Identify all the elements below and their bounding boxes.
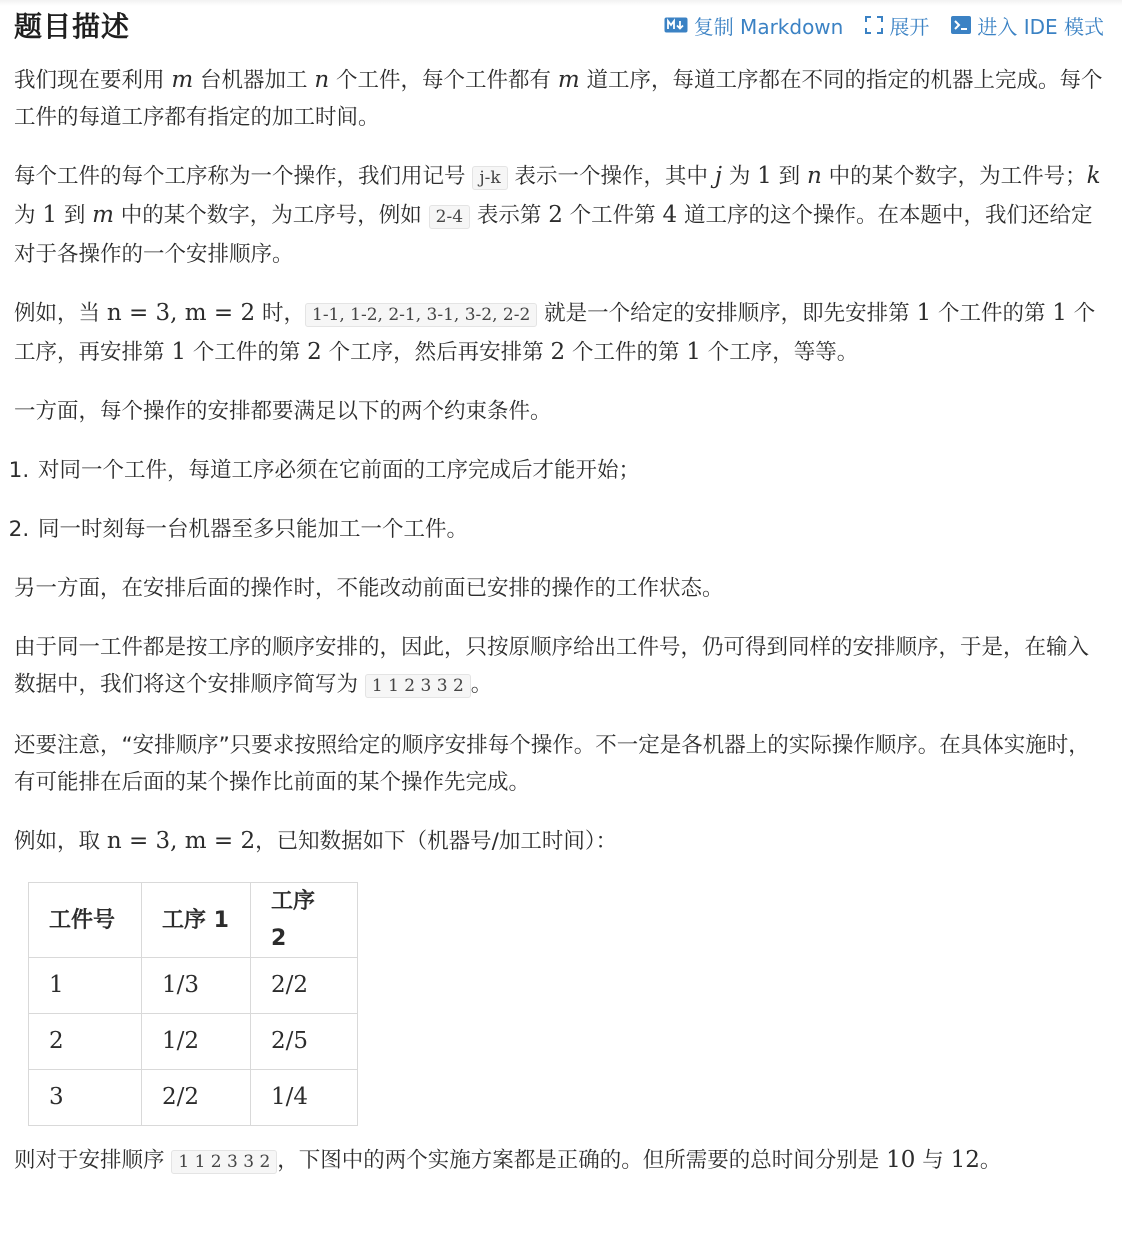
expand-icon xyxy=(865,16,883,34)
table-header-cell: 工件号 xyxy=(29,883,142,958)
paragraph-note: 还要注意，“安排顺序”只要求按照给定的顺序安排每个操作。不一定是各机器上的实际操作顺序。在具体实施时，有可能排在后面的某个操作比前面的某个操作先完成。 xyxy=(14,733,1090,795)
table-header-row xyxy=(29,883,358,958)
paragraph-no-change: 另一方面，在安排后面的操作时，不能改动前面已安排的操作的工作状态。 xyxy=(14,576,724,601)
table-cell: 2/2 xyxy=(251,958,358,1014)
inline-code: 1 1 2 3 3 2 xyxy=(365,674,471,698)
math-expression: n = 3, m = 2 xyxy=(106,300,256,326)
table-cell: 1/2 xyxy=(142,1014,251,1070)
table-cell: 2/2 xyxy=(142,1070,251,1126)
paragraph-table-intro: 例如，取 n = 3, m = 2，已知数据如下（机器号/加工时间）： xyxy=(14,828,618,854)
math-expression: n = 3, m = 2 xyxy=(106,828,256,854)
table-row xyxy=(29,958,358,1014)
copy-markdown-label: 复制 Markdown xyxy=(693,14,844,39)
paragraph-intro: 我们现在要利用 m 台机器加工 n 个工件，每个工件都有 m 道工序，每道工序都在不同的指定的机器上完成。每个工件的每道工序都有指定的加工时间。 xyxy=(14,67,1103,130)
constraints-list xyxy=(14,452,1106,548)
table-cell: 3 xyxy=(29,1070,142,1126)
terminal-icon xyxy=(951,16,971,34)
inline-code: 1-1, 1-2, 2-1, 3-1, 3-2, 2-2 xyxy=(305,303,537,327)
table-cell: 1/3 xyxy=(142,958,251,1014)
markdown-icon xyxy=(664,17,688,33)
list-item: 2. 同一时刻每一台机器至多只能加工一个工件。 xyxy=(36,511,1106,548)
inline-code: j-k xyxy=(472,166,507,190)
section-title: 题目描述 xyxy=(14,10,131,43)
header-actions xyxy=(664,11,1104,40)
list-item: 1. 对同一个工件，每道工序必须在它前面的工序完成后才能开始； xyxy=(36,452,1106,489)
inline-code: 1 1 2 3 3 2 xyxy=(171,1150,277,1174)
table-cell: 1 xyxy=(29,958,142,1014)
enter-ide-label: 进入 IDE 模式 xyxy=(977,14,1104,39)
expand-label: 展开 xyxy=(889,14,930,39)
data-table xyxy=(28,882,358,1126)
paragraph-constraints-intro: 一方面，每个操作的安排都要满足以下的两个约束条件。 xyxy=(14,399,552,424)
table-row xyxy=(29,1070,358,1126)
enter-ide-button[interactable] xyxy=(951,11,1104,40)
paragraph-example-order: 例如，当 n = 3, m = 2 时， 1-1, 1-2, 2-1, 3-1, 3-2, 2-2 就是一个给定的安排顺序，即先安排第 1 个工件的第 1 个工序，再安排第 1 个工件的第 2 个工序，然后再安排第 2 个工件的第 1 个工序，等等。 xyxy=(14,300,1096,365)
table-cell: 2 xyxy=(29,1014,142,1070)
copy-markdown-button[interactable] xyxy=(664,11,844,40)
paragraph-operation-notation: 每个工件的每个工序称为一个操作，我们用记号 j-k 表示一个操作，其中 j 为 1 到 n 中的某个数字，为工件号；k 为 1 到 m 中的某个数字，为工序号，例如 2-4 表示第 2 个工件第 4 道工序的这个操作。在本题中，我们还给定对于各操作的一个安排顺序。 xyxy=(14,163,1101,267)
table-cell: 2/5 xyxy=(251,1014,358,1070)
section-header xyxy=(14,4,1104,46)
table-cell: 1/4 xyxy=(251,1070,358,1126)
problem-description xyxy=(14,62,1106,1203)
table-row xyxy=(29,1014,358,1070)
inline-code: 2-4 xyxy=(429,205,470,229)
table-header-cell: 工序 2 xyxy=(251,883,358,958)
table-header-cell: 工序 1 xyxy=(142,883,251,958)
paragraph-conclusion: 则对于安排顺序 1 1 2 3 3 2 ，下图中的两个实施方案都是正确的。但所需要的总时间分别是 10 与 12。 xyxy=(14,1147,1002,1173)
expand-button[interactable] xyxy=(865,11,929,40)
paragraph-shorthand: 由于同一工件都是按工序的顺序安排的，因此，只按原顺序给出工件号，仍可得到同样的安排顺序，于是，在输入数据中，我们将这个安排顺序简写为 1 1 2 3 3 2 。 xyxy=(14,635,1090,697)
